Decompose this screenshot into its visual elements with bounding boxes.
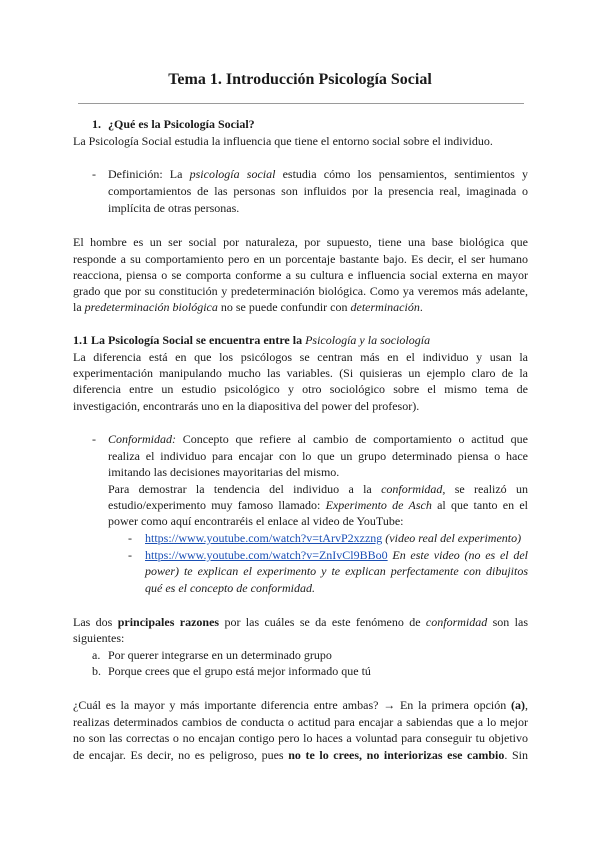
link-2-note-line-2: power) te explican el experimento y te explican perfectamente con dibujitos (145, 564, 528, 578)
definition-line-3: implícita de otras personas. (108, 201, 240, 215)
section-1-1-line-3: diferencia entre un estudio psicológico y otro sociológico sobre el mismo tema de (73, 382, 528, 396)
question-line-1: ¿Cuál es la mayor y más importante diferencia entre ambas? → En la primera opción (a), (73, 698, 528, 712)
section-1-heading: ¿Qué es la Psicología Social? (108, 117, 255, 131)
bullet-dash: - (92, 432, 96, 446)
paragraph-1-line-3: reacciona, piensa o se comporta conforme a su cultura e influencia social externa en mayor (73, 268, 528, 282)
link-2-line (145, 547, 528, 563)
section-1-intro: La Psicología Social estudia la influencia que tiene el entorno social sobre el individuo. (73, 134, 493, 148)
section-1-number: 1. (92, 117, 101, 131)
paragraph-1-line-2: responde a su comportamiento pero en un porcentaje bastante bajo. Es decir, el ser humano (73, 252, 528, 266)
list-marker-a: a. (92, 648, 101, 662)
asch-line-1: Para demostrar la tendencia del individuo a la conformidad, se realizó un (108, 482, 528, 496)
asch-line-2: estudio/experimento muy famoso llamado: Experimento de Asch al que tanto en el (108, 498, 529, 512)
conformidad-line-2: realiza el individuo para encajar con lo que un grupo determinado piensa o hace (108, 449, 528, 463)
list-item-a: Por querer integrarse en un determinado grupo (108, 648, 332, 662)
title-divider (78, 103, 524, 104)
definition-line-2: comportamientos de las personas son influidos por la presencia real, imaginada o (108, 184, 528, 198)
question-line-4: de encajar. Es decir, no es peligroso, pues no te lo crees, no interiorizas ese cambio. Sin (73, 748, 528, 762)
section-1-1-line-1: La diferencia está en que los psicólogos se centran más en el individuo y usan la (73, 350, 528, 364)
list-item-b: Porque crees que el grupo está mejor informado que tú (108, 664, 371, 678)
section-1-1-heading: 1.1 La Psicología Social se encuentra entre la Psicología y la sociología (73, 333, 431, 347)
conformidad-line-3: imitando las decisiones mayoritarias del mismo. (108, 465, 340, 479)
link-2-note-line-3: qué es el concepto de conformidad. (145, 581, 315, 595)
asch-line-3: power como aquí encontraréis el enlace al video de YouTube: (108, 514, 404, 528)
link-1-note: (video real del experimento) (382, 531, 522, 545)
paragraph-1-line-4: grado que por su constitución y predeterminación biológica. Como ya veremos más adelante, (73, 284, 528, 298)
youtube-link-1[interactable]: https://www.youtube.com/watch?v=tArvP2xzzng (145, 531, 383, 545)
page-title: Tema 1. Introducción Psicología Social (168, 71, 432, 88)
paragraph-1-line-5: la predeterminación biológica no se puede confundir con determinación. (73, 300, 423, 314)
section-1-1-line-4: investigación, encontrarás uno en la diapositiva del power del profesor). (73, 399, 420, 413)
link-1-line (145, 530, 521, 546)
question-line-2: realizas determinados cambios de conducta o actitud para encajar a sabiendas que a lo mejor (73, 715, 528, 729)
bullet-dash: - (92, 167, 96, 181)
reasons-line-2: siguientes: (73, 631, 125, 645)
sub-bullet-dash: - (128, 531, 132, 545)
list-marker-b: b. (92, 664, 101, 678)
question-line-3: no son las correctas o no encajan contigo pero lo haces a voluntad para conseguir tu objetivo (73, 731, 528, 745)
reasons-line-1: Las dos principales razones por las cuáles se da este fenómeno de conformidad son las (73, 615, 528, 629)
link-2-note: En este video (no es el del (387, 548, 528, 562)
section-1-1-line-2: experimentación manipulando mucho las variables. (Si quisieras un ejemplo claro de la (73, 366, 528, 380)
conformidad-line-1: Conformidad: Concepto que refiere al cambio de comportamiento o actitud que (108, 432, 528, 446)
paragraph-1-line-1: El hombre es un ser social por naturaleza, por supuesto, tiene una base biológica que (73, 235, 528, 249)
definition-line-1: Definición: La psicología social estudia cómo los pensamientos, sentimientos y (108, 167, 529, 181)
youtube-link-2[interactable]: https://www.youtube.com/watch?v=ZnIvCl9BBo0 (145, 548, 388, 562)
sub-bullet-dash: - (128, 548, 132, 562)
